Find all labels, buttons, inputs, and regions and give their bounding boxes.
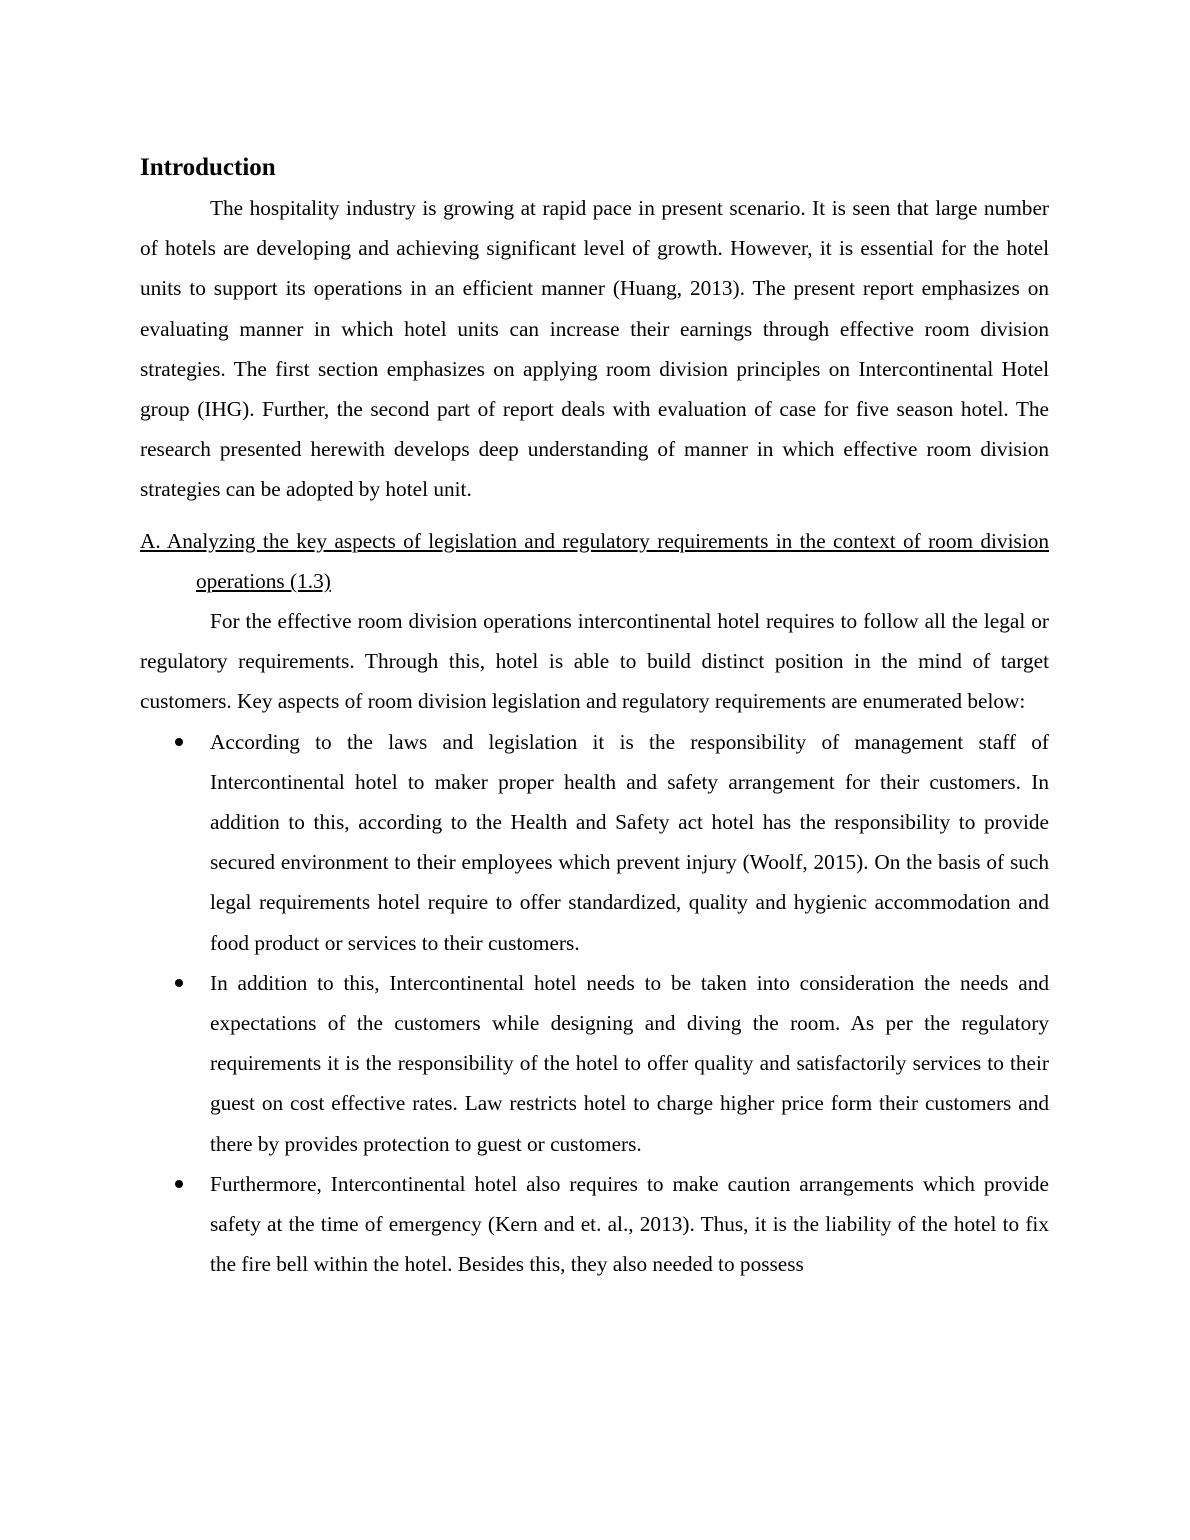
introduction-paragraph: The hospitality industry is growing at rapid pace in present scenario. It is seen that large number of hotels are developing and achieving significant level of growth. However, it is essential for the hotel units to support its operations in an efficient manner (Huang, 2013). The present report emphasizes on evaluating manner in which hotel units can increase their earnings through effective room division strategies. The first section emphasizes on applying room division principles on Intercontinental Hotel group (IHG). Further, the second part of report deals with evaluation of case for five season hotel. The research presented herewith develops deep understanding of manner in which effective room division strategies can be adopted by hotel unit. [140, 196, 1049, 502]
introduction-heading: Introduction [140, 154, 276, 181]
bullet-icon [175, 979, 183, 987]
section-a-paragraph: For the effective room division operations intercontinental hotel requires to follow all the legal or regulatory requirements. Through this, hotel is able to build distinct position in the mind of target customers. Key aspects of room division legislation and regulatory requirements are enumerated below: [140, 609, 1049, 714]
document-page [140, 148, 1049, 1284]
section-a-heading: A. Analyzing the key aspects of legislation and regulatory requirements in the context of room division operations (1.3) [140, 528, 1049, 593]
bullet-text: According to the laws and legislation it is the responsibility of management staff of Intercontinental hotel to maker proper health and safety arrangement for their customers. In addition to this, according to the Health and Safety act hotel has the responsibility to provide secured environment to their employees which prevent injury (Woolf, 2015). On the basis of such legal requirements hotel require to offer standardized, quality and hygienic accommodation and food product or services to their customers. [210, 729, 1049, 955]
requirements-bullet-list [140, 722, 1049, 1285]
bullet-text: Furthermore, Intercontinental hotel also requires to make caution arrangements which provide safety at the time of emergency (Kern and et. al., 2013). Thus, it is the liability of the hotel to fix the fire bell within the hotel. Besides this, they also needed to possess [210, 1171, 1049, 1277]
list-item [140, 963, 1049, 1164]
bullet-icon [175, 1180, 183, 1188]
list-item [140, 722, 1049, 963]
bullet-icon [175, 738, 183, 746]
list-item [140, 1164, 1049, 1285]
bullet-text: In addition to this, Intercontinental hotel needs to be taken into consideration the needs and expectations of the customers while designing and diving the room. As per the regulatory requirements it is the responsibility of the hotel to offer quality and satisfactorily services to their guest on cost effective rates. Law restricts hotel to charge higher price form their customers and there by provides protection to guest or customers. [210, 970, 1049, 1156]
